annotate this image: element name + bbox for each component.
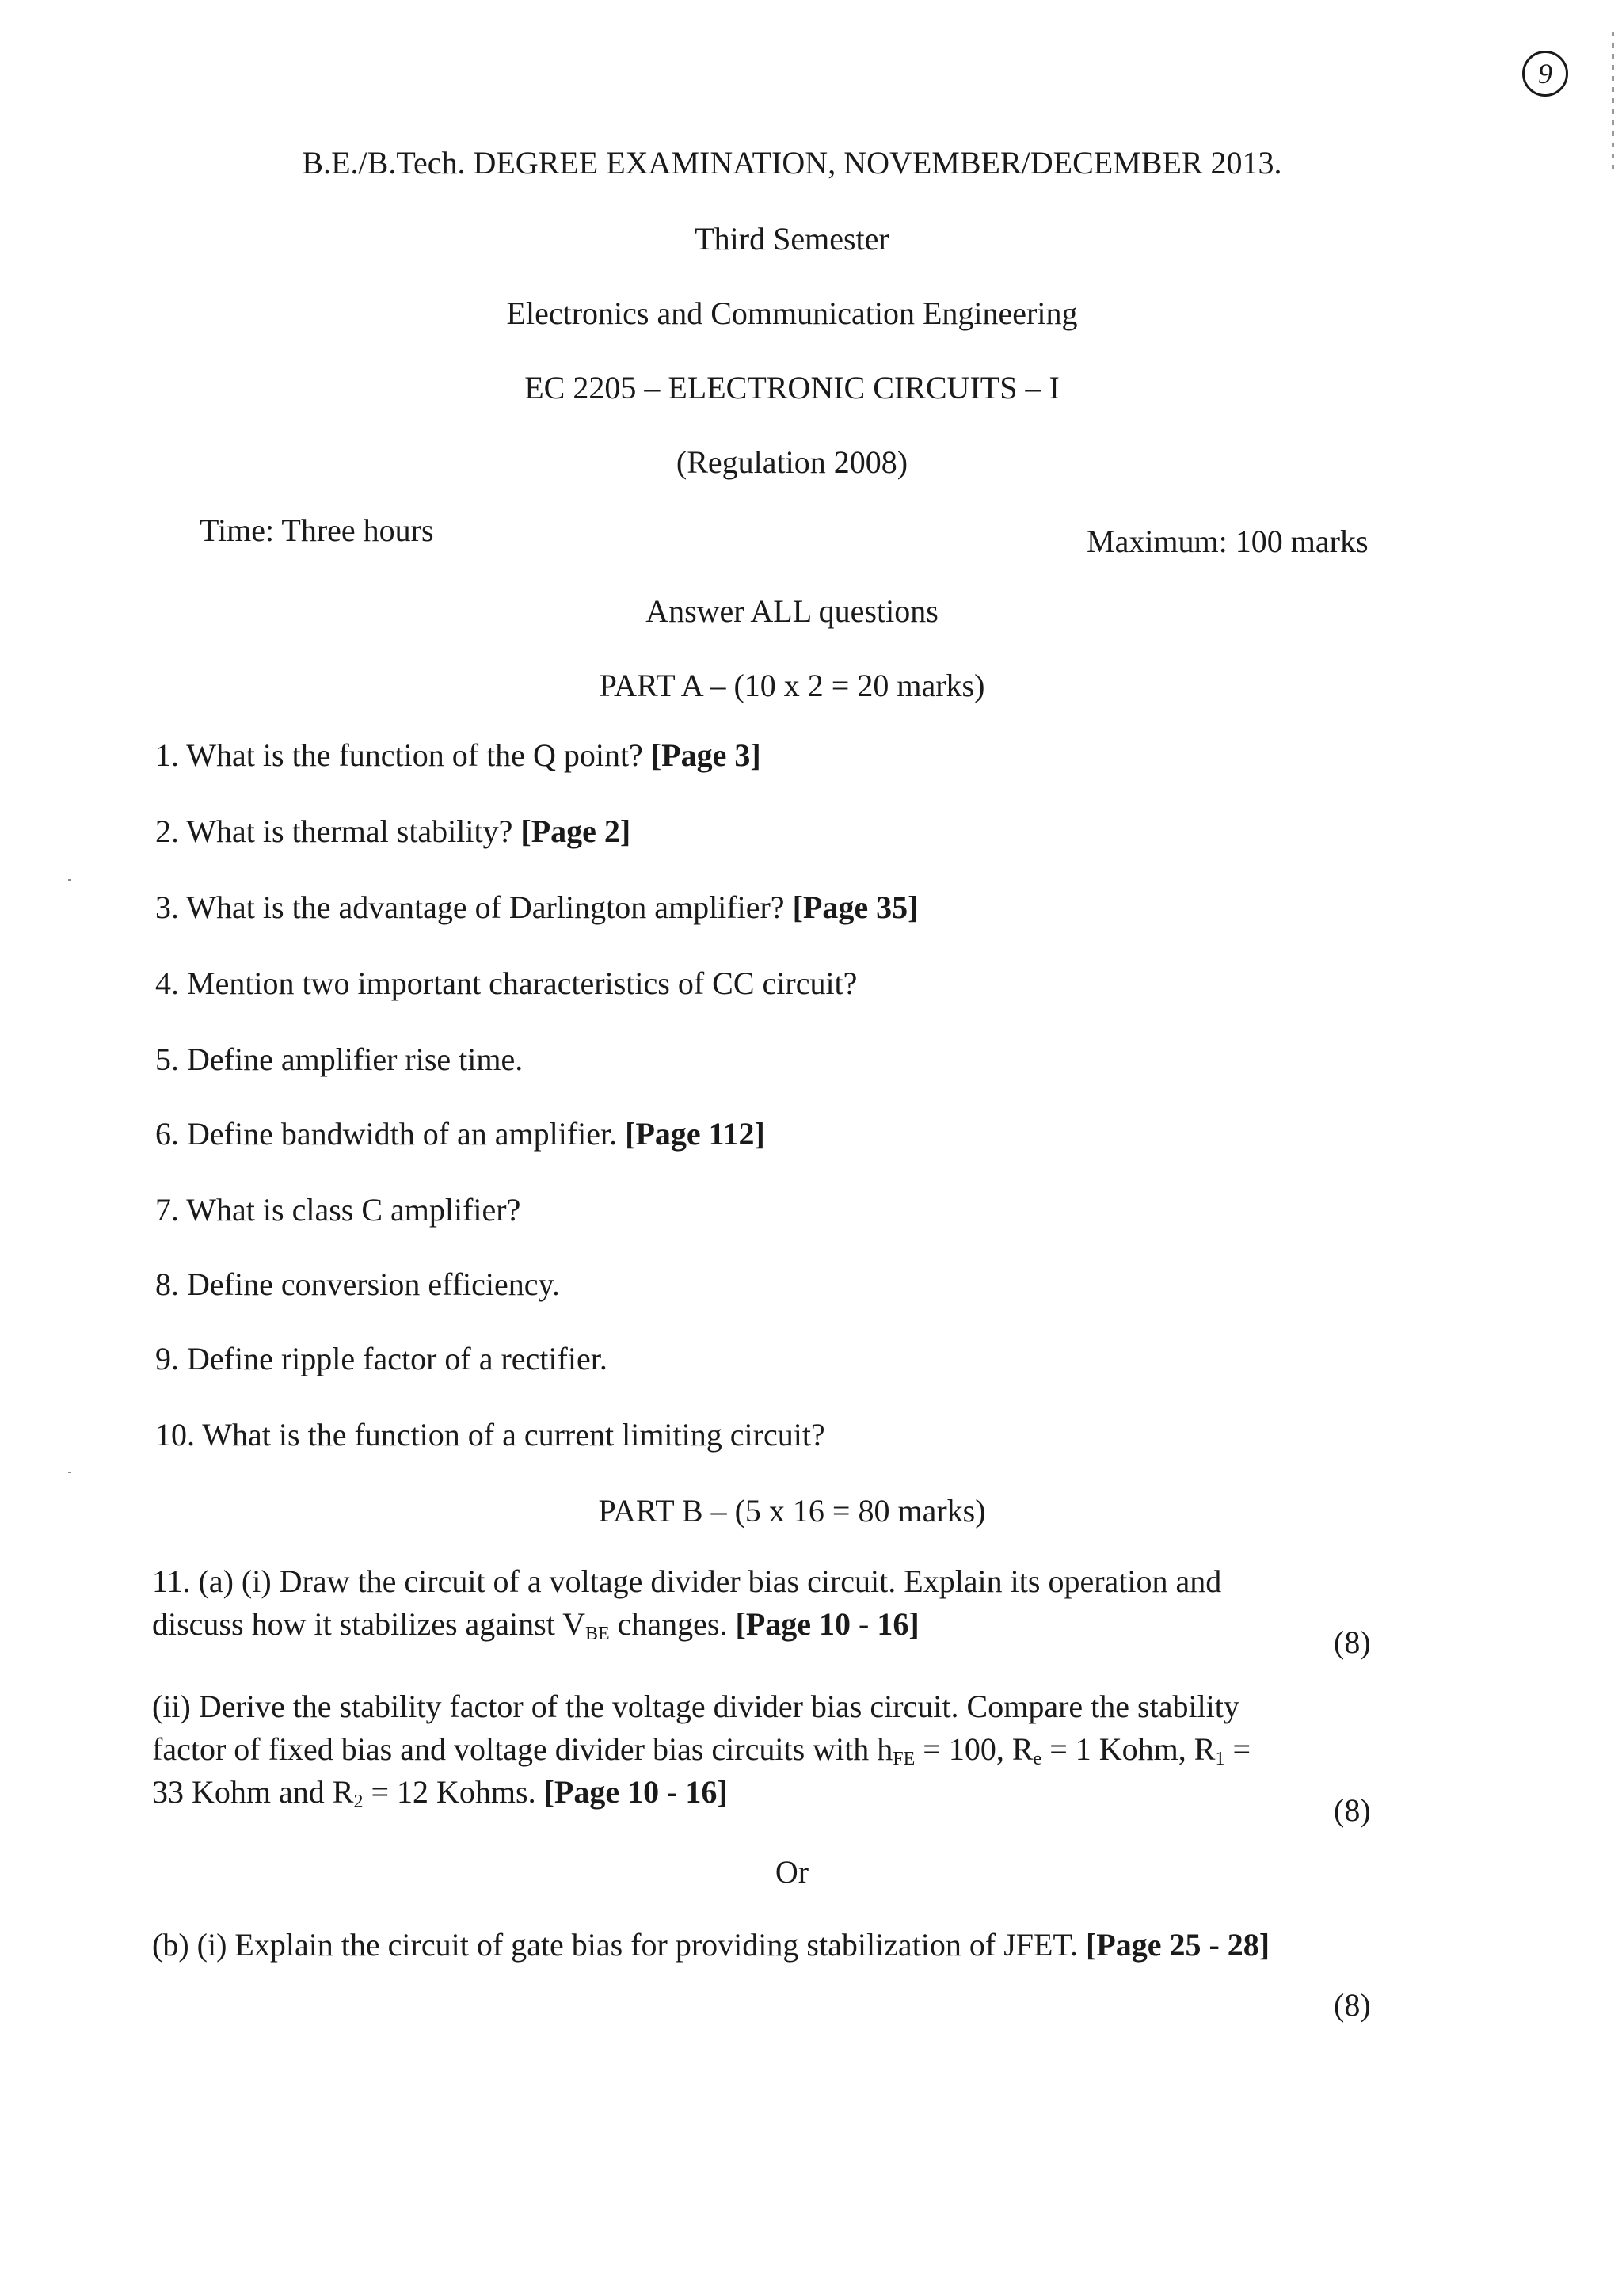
question-4 <box>155 965 858 1001</box>
question-number: 9. <box>155 1341 179 1376</box>
question-11a-i <box>152 1560 1427 1646</box>
question-9 <box>155 1343 607 1375</box>
page-reference: [Page 2] <box>520 813 631 849</box>
question-text: What is the function of the Q point? <box>186 737 643 773</box>
exam-title: B.E./B.Tech. DEGREE EXAMINATION, NOVEMBER/DECEMBER 2013. <box>302 145 1282 181</box>
question-number: 2. <box>155 813 179 849</box>
page-reference: [Page 10 - 16] <box>543 1774 728 1810</box>
question-8 <box>155 1266 560 1302</box>
question-3 <box>155 889 919 925</box>
page-reference: [Page 35] <box>792 889 919 925</box>
question-6 <box>155 1118 765 1150</box>
page-number: 9 <box>1522 51 1568 97</box>
scan-margin-line <box>1612 32 1614 174</box>
question-text-line: discuss how it stabilizes against $V_{BE}$ changes. [Page 10 - 16] <box>152 1606 920 1644</box>
question-text: Define amplifier rise time. <box>187 1041 524 1077</box>
page-reference: [Page 3] <box>650 737 761 773</box>
question-number: 8. <box>155 1266 179 1302</box>
question-5 <box>155 1041 524 1077</box>
marks-allocation: (8) <box>1334 1624 1371 1660</box>
part-b-heading: PART B – (5 x 16 = 80 marks) <box>598 1493 986 1529</box>
instruction: Answer ALL questions <box>645 593 939 629</box>
question-text: Mention two important characteristics of CC circuit? <box>187 965 858 1001</box>
question-number: 6. <box>155 1116 179 1152</box>
question-10 <box>155 1419 825 1451</box>
question-text: What is thermal stability? <box>186 813 513 849</box>
part-a-heading: PART A – (10 x 2 = 20 marks) <box>599 668 985 703</box>
page-reference: [Page 10 - 16] <box>735 1606 920 1642</box>
scan-speck <box>68 1472 71 1473</box>
question-1 <box>155 737 761 773</box>
or-separator: Or <box>775 1854 809 1890</box>
question-number: 4. <box>155 965 179 1001</box>
question-text: (b) (i) Explain the circuit of gate bias for providing stabilization of JFET. <box>152 1927 1078 1963</box>
question-text: What is class C amplifier? <box>186 1192 521 1228</box>
maximum-marks: Maximum: 100 marks <box>1087 524 1369 559</box>
semester: Third Semester <box>695 221 889 257</box>
question-text-line: 11. (a) (i) Draw the circuit of a voltage divider bias circuit. Explain its operation and <box>152 1563 1222 1599</box>
question-number: 1. <box>155 737 179 773</box>
regulation: (Regulation 2008) <box>676 444 908 480</box>
page-reference: [Page 25 - 28] <box>1085 1927 1270 1963</box>
time-allowed: Time: Three hours <box>200 512 434 548</box>
department: Electronics and Communication Engineering <box>506 295 1078 331</box>
question-text: Define ripple factor of a rectifier. <box>187 1341 607 1376</box>
question-text-line: (ii) Derive the stability factor of the voltage divider bias circuit. Compare the stability <box>152 1689 1239 1724</box>
question-11b-i <box>152 1929 1270 1961</box>
course-title: EC 2205 – ELECTRONIC CIRCUITS – I <box>524 370 1060 406</box>
question-number: 3. <box>155 889 179 925</box>
question-text-line: 33 Kohm and $R_2 = 12$ Kohms. [Page 10 - 16] <box>152 1774 728 1812</box>
question-text: What is the function of a current limiting circuit? <box>202 1417 825 1453</box>
marks-allocation: (8) <box>1334 1792 1371 1828</box>
scan-speck <box>68 879 71 881</box>
question-text-line: factor of fixed bias and voltage divider bias circuits with $h_{FE} = 100$, $R_e = 1$ Kohm, $R_1$ = <box>152 1731 1251 1769</box>
question-number: 7. <box>155 1192 179 1228</box>
question-number: 5. <box>155 1041 179 1077</box>
marks-allocation: (8) <box>1334 1987 1371 2023</box>
question-number: 10. <box>155 1417 195 1453</box>
question-text: What is the advantage of Darlington amplifier? <box>186 889 785 925</box>
question-11a-ii <box>152 1685 1427 1814</box>
question-text: Define conversion efficiency. <box>187 1266 560 1302</box>
question-2 <box>155 813 631 849</box>
question-text: Define bandwidth of an amplifier. <box>187 1116 618 1152</box>
page-reference: [Page 112] <box>625 1116 765 1152</box>
question-7 <box>155 1194 520 1226</box>
